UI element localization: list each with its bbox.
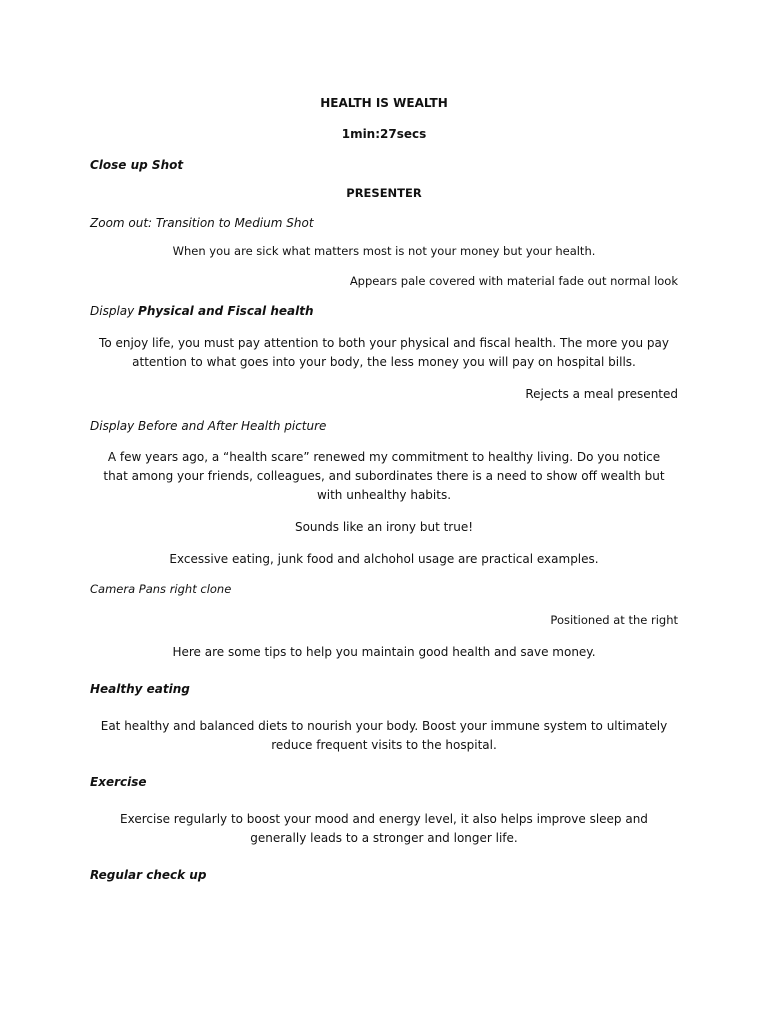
- display-physical-fiscal: [90, 305, 314, 317]
- rejects-meal-direction: Rejects a meal presented: [525, 387, 678, 401]
- healthy-eating-heading: Healthy eating: [90, 682, 190, 696]
- exercise-line-1: Exercise regularly to boost your mood and energy level, it also helps improve sleep and: [120, 812, 648, 826]
- eat-healthy-line-2: reduce frequent visits to the hospital.: [271, 738, 497, 752]
- doc-title: HEALTH IS WEALTH: [320, 96, 448, 110]
- duration: 1min:27secs: [341, 127, 427, 141]
- sick-line: When you are sick what matters most is not your money but your health.: [172, 244, 596, 258]
- zoom-out-direction: Zoom out: Transition to Medium Shot: [90, 216, 314, 230]
- presenter-label: PRESENTER: [346, 186, 422, 200]
- appears-pale-direction: Appears pale covered with material fade out normal look: [349, 274, 678, 288]
- enjoy-life-line-2: attention to what goes into your body, the less money you will pay on hospital bills.: [132, 355, 636, 369]
- tips-line: Here are some tips to help you maintain good health and save money.: [172, 645, 596, 659]
- positioned-right-direction: Positioned at the right: [550, 613, 678, 627]
- regular-checkup-heading: Regular check up: [90, 868, 207, 882]
- exercise-heading: Exercise: [90, 775, 147, 789]
- display-before-after: Display Before and After Health picture: [90, 419, 327, 433]
- shot-close-up: Close up Shot: [90, 158, 184, 172]
- few-years-line-1: A few years ago, a “health scare” renewed my commitment to healthy living. Do you notice: [107, 450, 661, 464]
- display-physical-fiscal-emphasis: Physical and Fiscal health: [138, 304, 314, 318]
- eat-healthy-line-1: Eat healthy and balanced diets to nourish your body. Boost your immune system to ultimately: [100, 719, 668, 733]
- irony-line: Sounds like an irony but true!: [294, 520, 474, 534]
- few-years-line-3: with unhealthy habits.: [316, 488, 452, 502]
- few-years-line-2: that among your friends, colleagues, and subordinates there is a need to show off wealth but: [103, 469, 665, 483]
- camera-pans-direction: Camera Pans right clone: [90, 582, 232, 596]
- excessive-line: Excessive eating, junk food and alchohol usage are practical examples.: [169, 552, 599, 566]
- enjoy-life-line-1: To enjoy life, you must pay attention to both your physical and fiscal health. The more you pay: [99, 336, 669, 350]
- display-prefix: Display: [90, 304, 139, 318]
- exercise-line-2: generally leads to a stronger and longer life.: [250, 831, 518, 845]
